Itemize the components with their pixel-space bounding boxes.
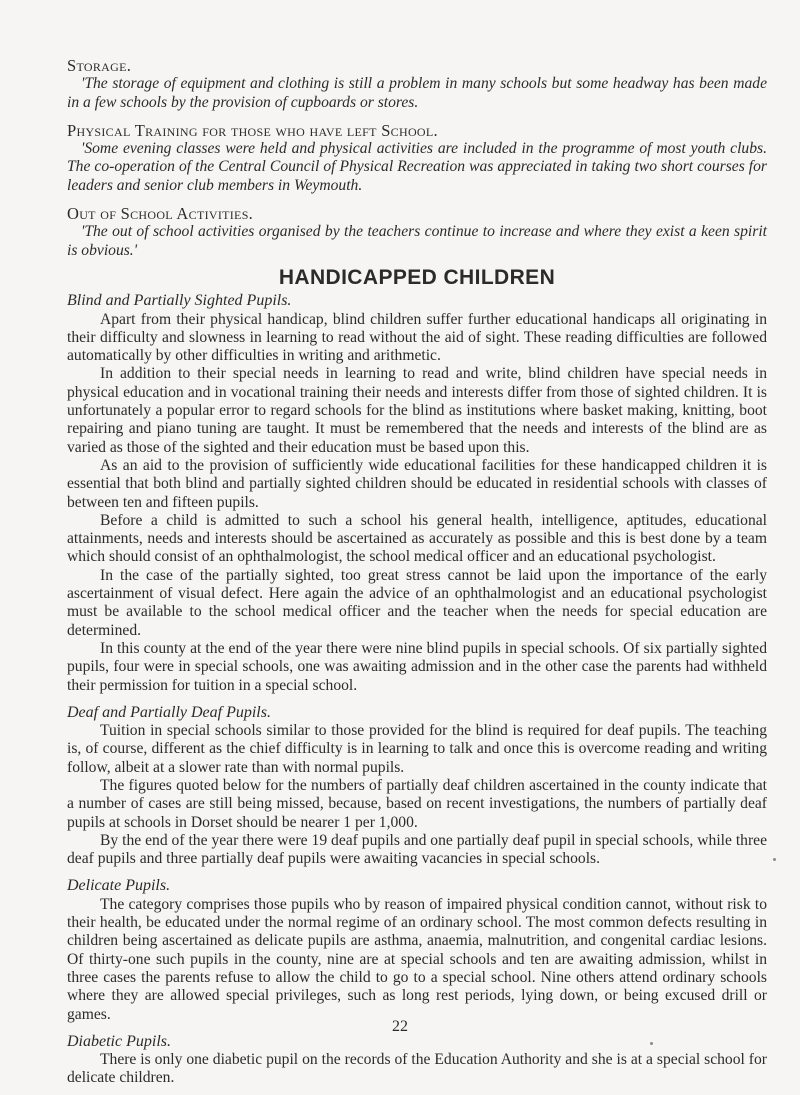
blind-paragraph: In the case of the partially sighted, too great stress cannot be laid upon the importance of the early ascertainment of visual defect. Here again the advice of an ophthalmologist and an educational psychologist must be available to the school medical officer and the teacher when the needs for special education are determined. [67,566,767,639]
page-number: 22 [392,1018,408,1035]
deaf-heading: Deaf and Partially Deaf Pupils. [67,703,271,721]
deaf-paragraph: By the end of the year there were 19 deaf pupils and one partially deaf pupil in special schools, while three deaf pupils and three partially deaf pupils were awaiting vacancies in special schools. [67,831,767,868]
blind-paragraph: Before a child is admitted to such a school his general health, intelligence, aptitudes, educational attainments, needs and interests should be ascertained as accurately as possible and this is best done by a team which should consist of an ophthalmologist, the school medical officer and an educational psychologist. [67,511,767,566]
diabetic-heading: Diabetic Pupils. [67,1032,171,1050]
paper-speck [650,1042,653,1045]
out-of-school-quote: 'The out of school activities organised by the teachers continue to increase and where they exist a keen spirit is obvious.' [67,223,767,259]
out-of-school-heading: Out of School Activities. [67,204,254,224]
delicate-paragraph: The category comprises those pupils who by reason of impaired physical condition cannot, without risk to their health, be educated under the normal regime of an ordinary school. The most common defects resulting in children being ascertained as delicate pupils are asthma, anaemia, malnutrition, and congenital cardiac lesions. Of thirty-one such pupils in the county, nine are at special schools and ten are awaiting admission, whilst in three cases the parents refuse to allow the child to go to a special school. Nine others attend ordinary schools where they are allowed special privileges, such as long rest periods, lying down, or being excused drill or games. [67,895,767,1023]
blind-section [67,292,767,695]
deaf-section [67,704,767,869]
blind-paragraph: In addition to their special needs in learning to read and write, blind children have special needs in physical education and in vocational training their needs and interests differ from those of sighted children. It is unfortunately a popular error to regard schools for the blind as institutions where basket making, knitting, boot repairing and piano tuning are taught. It must be remembered that the needs and interests of the blind are as varied as those of the sighted and their education must be based upon this. [67,365,767,456]
diabetic-paragraph: There is only one diabetic pupil on the records of the Education Authority and she is at a special school for delicate children. [67,1051,767,1087]
diabetic-section [67,1033,767,1088]
physical-training-heading: Physical Training for those who have left School. [67,120,438,140]
handicapped-children-heading: HANDICAPPED CHILDREN [278,265,556,289]
deaf-paragraph: The figures quoted below for the numbers of partially deaf children ascertained in the county indicate that a number of cases are still being missed, because, based on recent investigations, the numbers of partially deaf pupils at schools in Dorset should be nearer 1 per 1,000. [67,776,767,831]
paper-speck [773,858,776,861]
physical-training-section [67,122,767,195]
storage-heading: Storage. [67,56,132,75]
blind-paragraph: In this county at the end of the year there were nine blind pupils in special schools. Of six partially sighted pupils, four were in special schools, one was awaiting admission and in the other case the parents had withheld their permission for tuition in a special school. [67,639,767,694]
deaf-paragraph: Tuition in special schools similar to those provided for the blind is required for deaf pupils. The teaching is, of course, different as the chief difficulty is in learning to talk and once this is overcome reading and writing follow, albeit at a slower rate than with normal pupils. [67,722,767,776]
storage-section [67,57,767,112]
out-of-school-section [67,205,767,260]
blind-paragraph: As an aid to the provision of sufficiently wide educational facilities for these handicapped children it is essential that both blind and partially sighted children should be educated in residential schools with classes of between ten and fifteen pupils. [67,456,767,511]
physical-training-quote: 'Some evening classes were held and physical activities are included in the programme of most youth clubs. The co-operation of the Central Council of Physical Recreation was appreciated in taking two short courses for leaders and senior club members in Weymouth. [67,140,767,194]
page-content [67,57,767,1088]
storage-quote: 'The storage of equipment and clothing is still a problem in many schools but some headway has been made in a few schools by the provision of cupboards or stores. [67,75,767,111]
blind-paragraph: Apart from their physical handicap, blind children suffer further educational handicaps all originating in their difficulty and slowness in learning to read without the aid of sight. These reading difficulties are followed automatically by other difficulties in writing and arithmetic. [67,310,767,365]
blind-heading: Blind and Partially Sighted Pupils. [67,292,292,310]
delicate-section [67,877,767,1023]
delicate-heading: Delicate Pupils. [67,877,171,895]
